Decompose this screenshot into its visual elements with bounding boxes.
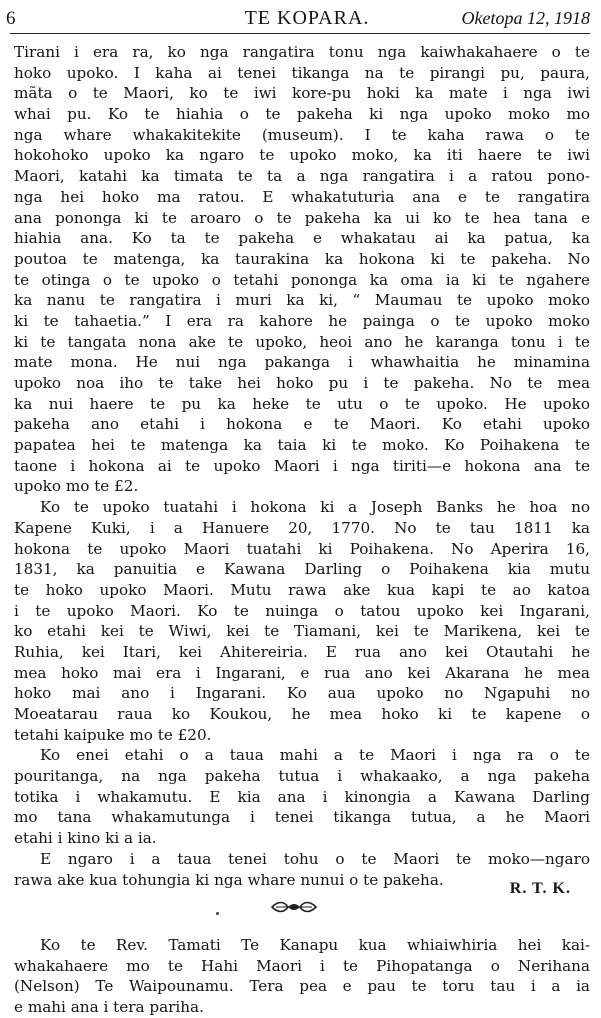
text-line: i te upoko Maori. Ko te nuinga o tatou upoko kei Ingarani,: [14, 601, 590, 620]
text-line: ki te tangata nona ake te upoko, heoi ano he karanga tonu i te: [14, 332, 590, 351]
text-line: Kapene Kuki, i a Hanuere 20, 1770. No te tau 1811 ka: [14, 518, 590, 537]
text-line: Ko te upoko tuatahi i hokona ki a Joseph Banks he hoa no: [40, 498, 590, 517]
text-line: Moeatarau raua ko Koukou, he mea hoko ki te kapene o: [14, 705, 590, 723]
text-line: rawa ake kua tohungia ki nga whare nunui o te pakeha.: [14, 870, 444, 889]
text-line: Tirani i era ra, ko nga rangatira tonu nga kaiwhakahaere o te: [14, 43, 590, 61]
text-line: whakahaere mo te Hahi Maori i te Pihopatanga o Nerihana: [14, 956, 590, 975]
text-line: ki te tahaetia.” I era ra kahore he painga o te upoko moko: [14, 311, 590, 330]
text-line: poutoa te matenga, ka taurakina ka hokona ki te pakeha. No: [14, 249, 590, 268]
text-line: mate mona. He nui nga pakanga i whawhaitia he minamina: [14, 353, 590, 372]
text-line: papatea hei te matenga ka taia ki te moko. Ko Poihakena te: [14, 436, 590, 455]
text-line: te hoko upoko Maori. Mutu rawa ake kua kapi te ao katoa: [14, 580, 590, 599]
text-line: E ngaro i a taua tenei tohu o te Maori te moko—ngaro: [40, 849, 590, 868]
text-line: upoko noa iho te take hei hoko pu i te pakeha. No te mea: [14, 374, 590, 392]
stray-ink-dot: [216, 912, 219, 915]
text-line: ko etahi kei te Wiwi, kei te Tiamani, kei te Marikena, kei te: [14, 622, 590, 641]
text-line: Ruhia, kei Itari, kei Ahitereiria. E rua ano kei Otautahi he: [14, 642, 590, 661]
text-line: totika i whakamutu. E kia ana i kinongia a Kawana Darling: [14, 787, 590, 806]
text-line: ka nui haere te pu ka heke te utu o te upoko. He upoko: [14, 394, 590, 413]
section-divider-ornament: [270, 899, 318, 915]
text-line: mea hoko mai era i Ingarani, e rua ano kei Akarana he mea: [14, 663, 590, 682]
notice-paragraph: [14, 935, 590, 1018]
text-line: Ko te Rev. Tamati Te Kanapu kua whiaiwhiria hei kai-: [40, 936, 590, 954]
text-line: taone i hokona ai te upoko Maori i nga tiriti—e hokona ana te: [14, 456, 590, 475]
text-line: tetahi kaipuke mo te £20.: [14, 725, 212, 744]
issue-date: Oketopa 12, 1918: [461, 8, 590, 28]
publication-title: TE KOPARA.: [244, 7, 370, 29]
article-body: [14, 42, 590, 890]
text-line: ka nanu te rangatira i muri ka ki, “ Maumau te upoko moko: [14, 291, 590, 310]
text-line: hoko upoko. I kaha ai tenei tikanga na te pirangi pu, paura,: [14, 63, 590, 82]
author-signature: R. T. K.: [509, 880, 571, 897]
text-line: hokohoko upoko ka ngaro te upoko moko, ka iti haere te iwi: [14, 146, 590, 165]
text-line: ana pononga ki te aroaro o te pakeha ka ui ko te hea tana e: [14, 208, 590, 227]
text-line: whai pu. Ko te hiahia o te pakeha ki nga upoko moko mo: [14, 105, 590, 124]
text-line: te otinga o te upoko o tetahi pononga ka oma ia ki te ngahere: [14, 270, 590, 289]
page-number: 6: [6, 8, 16, 29]
text-line: nga hei hoko ma ratou. E whakatuturia ana e te rangatira: [14, 187, 590, 206]
text-line: e mahi ana i tera pariha.: [14, 998, 204, 1017]
text-line: 1831, ka panuitia e Kawana Darling o Poihakena kia mutu: [14, 560, 590, 579]
text-line: mo tana whakamutunga i tenei tikanga tutua, a he Maori: [14, 808, 590, 827]
running-header: [6, 6, 590, 32]
header-rule: [10, 33, 590, 34]
text-line: hokona te upoko Maori tuatahi ki Poihakena. No Aperira 16,: [14, 539, 590, 558]
text-line: upoko mo te £2.: [14, 477, 139, 496]
text-line: Ko enei etahi o a taua mahi a te Maori i nga ra o te: [40, 746, 590, 765]
text-line: (Nelson) Te Waipounamu. Tera pea e pau te toru tau i a ia: [14, 977, 590, 996]
text-line: mãta o te Maori, ko te iwi kore-pu hoki ka mate i nga iwi: [14, 84, 590, 103]
text-line: hoko mai ano i Ingarani. Ko aua upoko no Ngapuhi no: [14, 684, 590, 703]
text-line: pakeha ano etahi i hokona e te Maori. Ko etahi upoko: [14, 415, 590, 434]
text-line: hiahia ana. Ko ta te pakeha e whakatau ai ka patua, ka: [14, 229, 590, 248]
text-line: pouritanga, na nga pakeha tutua i whakaako, a nga pakeha: [14, 767, 590, 786]
text-line: etahi i kino ki a ia.: [14, 829, 157, 848]
text-line: nga whare whakakitekite (museum). I te kaha rawa o te: [14, 125, 590, 144]
text-line: Maori, katahi ka timata te ta a nga rangatira i a ratou pono-: [14, 167, 590, 186]
